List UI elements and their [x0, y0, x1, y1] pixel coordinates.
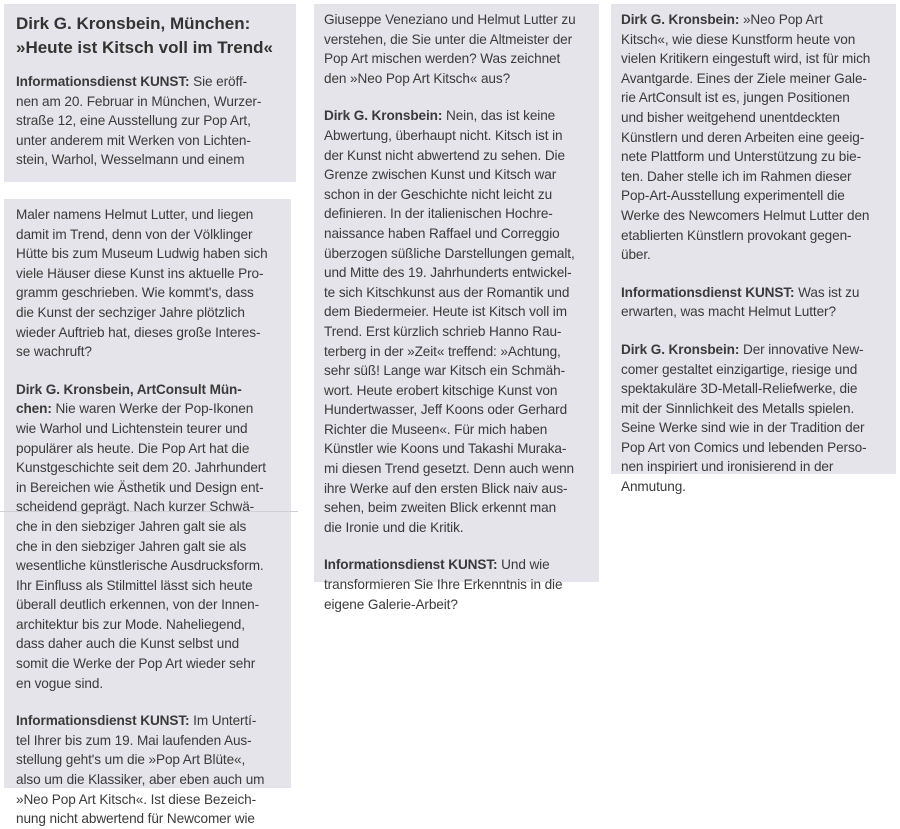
- text-segment: Seine Werke sind wie in der Tradition der: [621, 420, 865, 436]
- text-line: [324, 420, 576, 440]
- text-segment: etablierten Künstlern provokant gegen-: [621, 227, 852, 243]
- text-segment: transformieren Sie Ihre Erkenntnis in die: [324, 577, 563, 593]
- text-segment: che in den siebziger Jahren galt sie als: [16, 538, 247, 554]
- text-line: [16, 150, 261, 170]
- text-line: [324, 342, 576, 362]
- text-segment: Grenze zwischen Kunst und Kitsch war: [324, 167, 557, 183]
- text-segment: und bisher weitgehend unentdeckten: [621, 109, 840, 125]
- text-line: [16, 264, 268, 284]
- text-line: [16, 674, 268, 694]
- text-segment: rie ArtConsult ist es, jungen Positionen: [621, 90, 850, 106]
- text-segment: wort. Heute erobert kitschige Kunst von: [324, 382, 558, 398]
- text-line: [324, 322, 576, 342]
- text-line: [621, 399, 870, 419]
- text-segment: Ihr Einfluss als Stilmittel lässt sich heute: [16, 577, 253, 593]
- text-line: [324, 263, 576, 283]
- text-segment: Abwertung, überhaupt nicht. Kitsch ist in: [324, 127, 563, 143]
- text-line: [324, 283, 576, 303]
- text-segment: architektur bis zur Mode. Naheliegend,: [16, 616, 245, 632]
- text-line: [324, 30, 576, 50]
- text-segment: überall deutlich erkennen, von der Innen-: [16, 597, 260, 613]
- paragraph-gap: [324, 88, 576, 106]
- text-line: [621, 128, 870, 148]
- text-line: [16, 111, 261, 131]
- text-segment: überzogen süßliche Darstellungen gemalt,: [324, 245, 575, 261]
- text-line: [324, 146, 576, 166]
- text-segment: Maler namens Helmut Lutter, und liegen: [16, 207, 254, 222]
- text-line: [324, 459, 576, 479]
- text-segment: viele Häuser diese Kunst ins aktuelle Pro-: [16, 265, 264, 281]
- text-line: [16, 131, 261, 151]
- text-segment: Künstlern und deren Arbeiten eine geeig-: [621, 129, 865, 145]
- text-segment: Anmutung.: [621, 479, 686, 495]
- text-segment: sehen, beim zweiten Blick erkennt man: [324, 500, 557, 516]
- text-line: [324, 165, 576, 185]
- text-line: [16, 303, 268, 323]
- text-line: [16, 283, 268, 303]
- text-line: [324, 244, 576, 264]
- text-line: [324, 498, 576, 518]
- text-line: [324, 479, 576, 499]
- text-segment: Nein, das ist keine: [442, 108, 556, 124]
- text-line: [621, 226, 870, 246]
- text-line: [16, 458, 268, 478]
- text-segment: spektakuläre 3D-Metall-Reliefwerke, die: [621, 381, 858, 397]
- text-segment: comer gestaltet einzigartige, riesige und: [621, 361, 858, 377]
- text-line: [324, 381, 576, 401]
- text-segment: Werke des Newcomers Helmut Lutter den: [621, 207, 870, 223]
- text-line: [16, 615, 268, 635]
- text-line: [324, 49, 576, 69]
- column-3-text: [621, 10, 870, 497]
- speaker-label: Informationsdienst KUNST:: [621, 284, 795, 300]
- text-segment: Der innovative New-: [739, 341, 864, 357]
- text-segment: ihre Werke auf den ersten Blick naiv aus-: [324, 480, 568, 496]
- text-segment: mi diesen Trend gesetzt. Denn auch wenn: [324, 461, 575, 477]
- text-segment: Was ist zu: [794, 284, 860, 300]
- text-line: [16, 790, 268, 810]
- text-line: [16, 809, 268, 829]
- text-segment: Pop Art mischen werden? Was zeichnet: [324, 51, 561, 67]
- text-line: [621, 379, 870, 399]
- text-segment: Pop Art von Comics und lebenden Perso-: [621, 439, 867, 455]
- text-line: [16, 595, 268, 615]
- text-segment: en vogue sind.: [16, 675, 104, 691]
- text-segment: Richter die Museen«. Für mich haben: [324, 421, 548, 437]
- title-line-2: »Heute ist Kitsch voll im Trend«: [16, 38, 273, 57]
- text-line: [621, 108, 870, 128]
- speaker-label: Informationsdienst KUNST:: [324, 557, 498, 573]
- text-segment: in Bereichen wie Ästhetik und Design ent-: [16, 479, 264, 495]
- text-segment: Im Untertí-: [189, 713, 257, 729]
- text-line: [621, 10, 870, 30]
- text-line: [16, 497, 268, 517]
- text-line: [16, 517, 268, 537]
- text-line: [16, 731, 268, 751]
- text-line: [324, 400, 576, 420]
- text-line: [16, 770, 268, 790]
- text-line: [324, 224, 576, 244]
- text-segment: vielen Kritikern eingestuft wird, ist für mich: [621, 51, 871, 67]
- text-line: [621, 245, 870, 265]
- speaker-label: Informationsdienst KUNST:: [16, 713, 190, 729]
- text-line: [621, 457, 870, 477]
- text-line: [16, 225, 268, 245]
- text-line: [16, 556, 268, 576]
- text-segment: che in den siebziger Jahren galt sie als: [16, 518, 247, 534]
- text-line: [16, 750, 268, 770]
- text-line: [324, 126, 576, 146]
- text-segment: damit im Trend, denn von der Völklinger: [16, 226, 253, 242]
- text-line: [621, 340, 870, 360]
- text-segment: mit der Sinnlichkeit des Metalls spielen.: [621, 400, 855, 416]
- text-segment: Giuseppe Veneziano und Helmut Lutter zu: [324, 12, 576, 27]
- text-segment: stein, Warhol, Wesselmann und einem: [16, 152, 245, 168]
- text-segment: Und wie: [497, 557, 550, 573]
- text-line: [324, 69, 576, 89]
- speaker-label: Dirk G. Kronsbein:: [621, 12, 740, 27]
- text-line: [16, 654, 268, 674]
- text-segment: terberg in der »Zeit« treffend: »Achtung,: [324, 343, 561, 359]
- text-line: [16, 576, 268, 596]
- text-line: [621, 418, 870, 438]
- text-segment: Trend. Erst kürzlich schrieb Hanno Rau-: [324, 323, 562, 339]
- text-segment: wesentliche künstlerische Ausdrucksform.: [16, 558, 264, 574]
- text-line: [621, 49, 870, 69]
- text-segment: se wachruft?: [16, 344, 92, 360]
- text-line: [16, 537, 268, 557]
- text-line: [16, 244, 268, 264]
- text-segment: straße 12, eine Ausstellung zur Pop Art,: [16, 113, 251, 129]
- text-line: [324, 302, 576, 322]
- text-segment: »Neo Pop Art: [739, 12, 823, 27]
- text-segment: nete Plattform und Unterstützung zu bie-: [621, 149, 862, 165]
- text-line: [621, 88, 870, 108]
- text-segment: wieder Auftrieb hat, dieses große Interes-: [16, 324, 261, 340]
- text-segment: tel Ihrer bis zum 19. Mai laufenden Aus-: [16, 732, 252, 748]
- text-segment: Hütte bis zum Museum Ludwig haben sich: [16, 246, 268, 262]
- text-segment: Nie waren Werke der Pop-Ikonen: [51, 401, 254, 417]
- text-line: [16, 711, 268, 731]
- text-segment: dass daher auch die Kunst selbst und: [16, 636, 240, 652]
- paragraph-gap: [16, 693, 268, 711]
- text-segment: über.: [621, 247, 651, 263]
- text-segment: nung nicht abwertend für Newcomer wie: [16, 811, 255, 827]
- text-segment: verstehen, die Sie unter die Altmeister der: [324, 31, 573, 47]
- text-segment: Sie eröff-: [189, 74, 248, 89]
- article-title: [16, 12, 273, 60]
- text-line: [324, 10, 576, 30]
- text-segment: stellung geht's um die »Pop Art Blüte«,: [16, 752, 246, 768]
- text-segment: Künstler wie Koons und Takashi Muraka-: [324, 441, 567, 457]
- text-line: [16, 634, 268, 654]
- text-segment: populärer als heute. Die Pop Art hat die: [16, 440, 250, 456]
- speaker-label: Dirk G. Kronsbein:: [621, 341, 740, 357]
- text-segment: wie Warhol und Lichtenstein teurer und: [16, 420, 248, 436]
- text-segment: schon in der Geschichte nicht leicht zu: [324, 186, 553, 202]
- text-line: [324, 361, 576, 381]
- text-segment: und Mitte des 19. Jahrhunderts entwickel-: [324, 265, 572, 281]
- text-segment: scheidend geprägt. Nach kurzer Schwä-: [16, 499, 255, 515]
- text-segment: sehr süß! Lange war Kitsch ein Schmäh-: [324, 363, 566, 379]
- text-line: [621, 302, 870, 322]
- text-segment: nen am 20. Februar in München, Wurzer-: [16, 93, 262, 109]
- text-line: [621, 360, 870, 380]
- text-line: [16, 399, 268, 419]
- text-line: [324, 595, 576, 615]
- text-segment: Pop-Art-Ausstellung experimentell die: [621, 188, 845, 204]
- text-line: [621, 477, 870, 497]
- text-line: [16, 380, 268, 400]
- text-line: [16, 419, 268, 439]
- paragraph-gap: [324, 537, 576, 555]
- text-line: [324, 204, 576, 224]
- paragraph-gap: [621, 322, 870, 340]
- text-segment: Kunstgeschichte seit dem 20. Jahrhundert: [16, 460, 266, 476]
- speaker-label: Informationsdienst KUNST:: [16, 74, 190, 89]
- text-line: [324, 185, 576, 205]
- text-line: [621, 167, 870, 187]
- text-segment: definieren. In der italienischen Hochre-: [324, 206, 553, 222]
- text-line: [324, 518, 576, 538]
- text-segment: der Kunst nicht abwertend zu sehen. Die: [324, 147, 565, 163]
- text-line: [16, 342, 268, 362]
- text-segment: somit die Werke der Pop Art wieder sehr: [16, 656, 256, 672]
- intro-text: [16, 72, 261, 170]
- text-segment: also um die Klassiker, aber eben auch um: [16, 772, 265, 788]
- text-segment: den »Neo Pop Art Kitsch« aus?: [324, 70, 511, 86]
- text-segment: dem Biedermeier. Heute ist Kitsch voll im: [324, 304, 567, 320]
- text-segment: erwarten, was macht Helmut Lutter?: [621, 304, 836, 320]
- column-2-text: [324, 10, 576, 614]
- speaker-label: Dirk G. Kronsbein:: [324, 108, 443, 124]
- text-segment: »Neo Pop Art Kitsch«. Ist diese Bezeich-: [16, 791, 257, 807]
- text-line: [621, 30, 870, 50]
- text-line: [621, 206, 870, 226]
- text-line: [324, 439, 576, 459]
- text-line: [621, 186, 870, 206]
- title-line-1: Dirk G. Kronsbein, München:: [16, 14, 251, 33]
- column-1-text: [16, 205, 268, 829]
- speaker-label: Dirk G. Kronsbein, ArtConsult Mün-: [16, 381, 242, 397]
- paragraph-gap: [621, 265, 870, 283]
- text-segment: nen inspiriert und ironisierend in der: [621, 459, 834, 475]
- text-line: [621, 69, 870, 89]
- text-line: [16, 72, 261, 92]
- text-segment: gramm geschrieben. Wie kommt's, dass: [16, 285, 254, 301]
- text-segment: te sich Kitschkunst aus der Romantik und: [324, 284, 570, 300]
- text-segment: naissance haben Raffael und Correggio: [324, 225, 560, 241]
- text-segment: eigene Galerie-Arbeit?: [324, 596, 458, 612]
- text-line: [621, 147, 870, 167]
- text-line: [324, 555, 576, 575]
- text-line: [324, 106, 576, 126]
- text-line: [16, 92, 261, 112]
- text-line: [621, 283, 870, 303]
- text-segment: Hundertwasser, Jeff Koons oder Gerhard: [324, 402, 568, 418]
- text-segment: die Ironie und die Kritik.: [324, 519, 464, 535]
- speaker-label: chen:: [16, 401, 52, 417]
- text-line: [16, 205, 268, 225]
- text-line: [16, 323, 268, 343]
- text-segment: Kitsch«, wie diese Kunstform heute von: [621, 31, 856, 47]
- text-line: [621, 438, 870, 458]
- text-segment: Avantgarde. Eines der Ziele meiner Gale-: [621, 70, 867, 86]
- text-line: [16, 478, 268, 498]
- text-segment: unter anderem mit Werken von Lichten-: [16, 132, 251, 148]
- paragraph-gap: [16, 362, 268, 380]
- text-segment: die Kunst der sechziger Jahre plötzlich: [16, 304, 245, 320]
- text-line: [324, 575, 576, 595]
- text-segment: ten. Daher stelle ich im Rahmen dieser: [621, 168, 852, 184]
- text-line: [16, 439, 268, 459]
